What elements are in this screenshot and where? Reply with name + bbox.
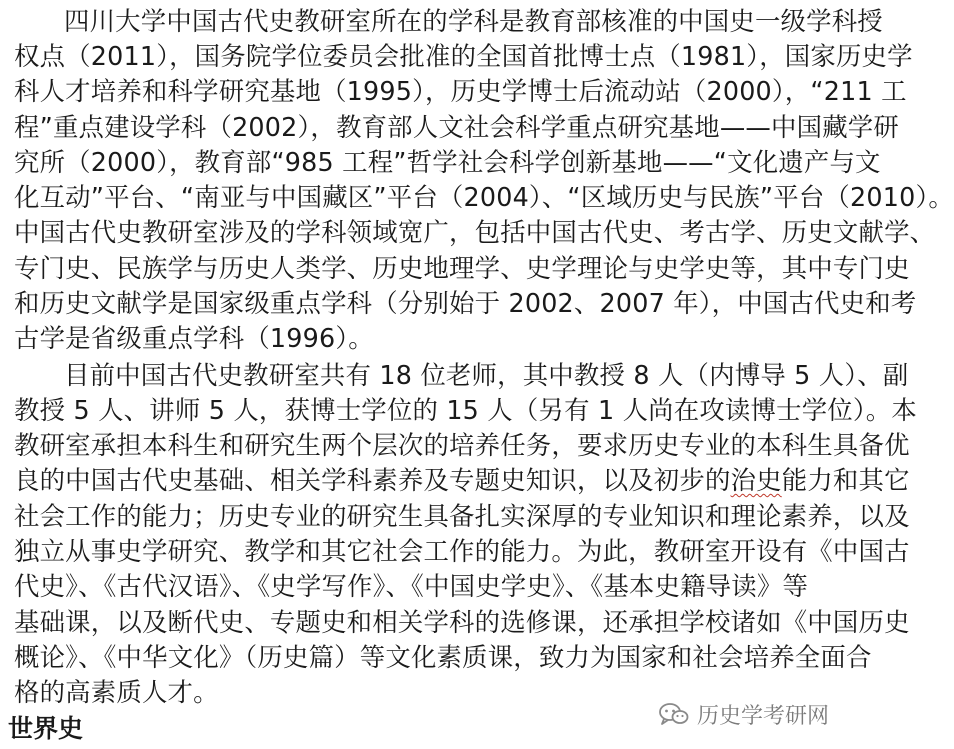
paragraph-line: 究所（2000），教育部“985 工程”哲学社会科学创新基地——“文化遗产与文 — [14, 147, 881, 177]
paragraph-line: 格的高素质人才。 — [14, 677, 219, 707]
paragraph-line: 概论》、《中华文化》（历史篇）等文化素质课，致力为国家和社会培养全面合 — [14, 642, 872, 672]
paragraph-line: 中国古代史教研室涉及的学科领域宽广，包括中国古代史、考古学、历史文献学、 — [14, 217, 936, 247]
paragraph-line: 化互动”平台、“南亚与中国藏区”平台（2004）、“区域历史与民族”平台（2010）。 — [14, 182, 954, 212]
paragraph-line: 古学是省级重点学科（1996）。 — [14, 323, 374, 353]
paragraph-line: 专门史、民族学与历史人类学、历史地理学、史学理论与史学史等，其中专门史 — [14, 253, 910, 283]
paragraph-line: 四川大学中国古代史教研室所在的学科是教育部核准的中国史一级学科授 — [64, 6, 883, 36]
line-text: 能力和其它 — [781, 465, 910, 495]
paragraph-line: 基础课，以及断代史、专题史和相关学科的选修课，还承担学校诸如《中国历史 — [14, 607, 910, 637]
paragraph-line: 和历史文献学是国家级重点学科（分别始于 2002、2007 年），中国古代史和考 — [14, 288, 917, 318]
watermark-text: 历史学考研网 — [696, 703, 829, 729]
paragraph-line — [14, 462, 910, 498]
paragraph-line: 社会工作的能力；历史专业的研究生具备扎实深厚的专业知识和理论素养，以及 — [14, 501, 910, 531]
paragraph-line: 代史》、《古代汉语》、《史学写作》、《中国史学史》、《基本史籍导读》等 — [14, 571, 809, 601]
paragraph-line: 教研室承担本科生和研究生两个层次的培养任务，要求历史专业的本科生具备优 — [14, 430, 910, 460]
paragraph-line: 科人才培养和科学研究基地（1995），历史学博士后流动站（2000），“211 工 — [14, 76, 907, 106]
paragraph-line: 目前中国古代史教研室共有 18 位老师，其中教授 8 人（内博导 5 人）、副 — [64, 360, 909, 390]
paragraph-line: 权点（2011），国务院学位委员会批准的全国首批博士点（1981），国家历史学 — [14, 41, 913, 71]
wechat-icon — [659, 702, 689, 726]
section-heading: 世界史 — [8, 714, 84, 743]
line-text: 良的中国古代史基础、相关学科素养及专题史知识，以及初步的 — [14, 465, 731, 495]
paragraph-line: 独立从事史学研究、教学和其它社会工作的能力。为此，教研室开设有《中国古 — [14, 536, 910, 566]
spellcheck-marked-word: 治史 — [730, 465, 782, 495]
paragraph-line: 教授 5 人、讲师 5 人，获博士学位的 15 人（另有 1 人尚在攻读博士学位）。本 — [14, 395, 917, 425]
paragraph-line: 程”重点建设学科（2002），教育部人文社会科学重点研究基地——中国藏学研 — [14, 112, 899, 142]
watermark — [659, 697, 829, 731]
